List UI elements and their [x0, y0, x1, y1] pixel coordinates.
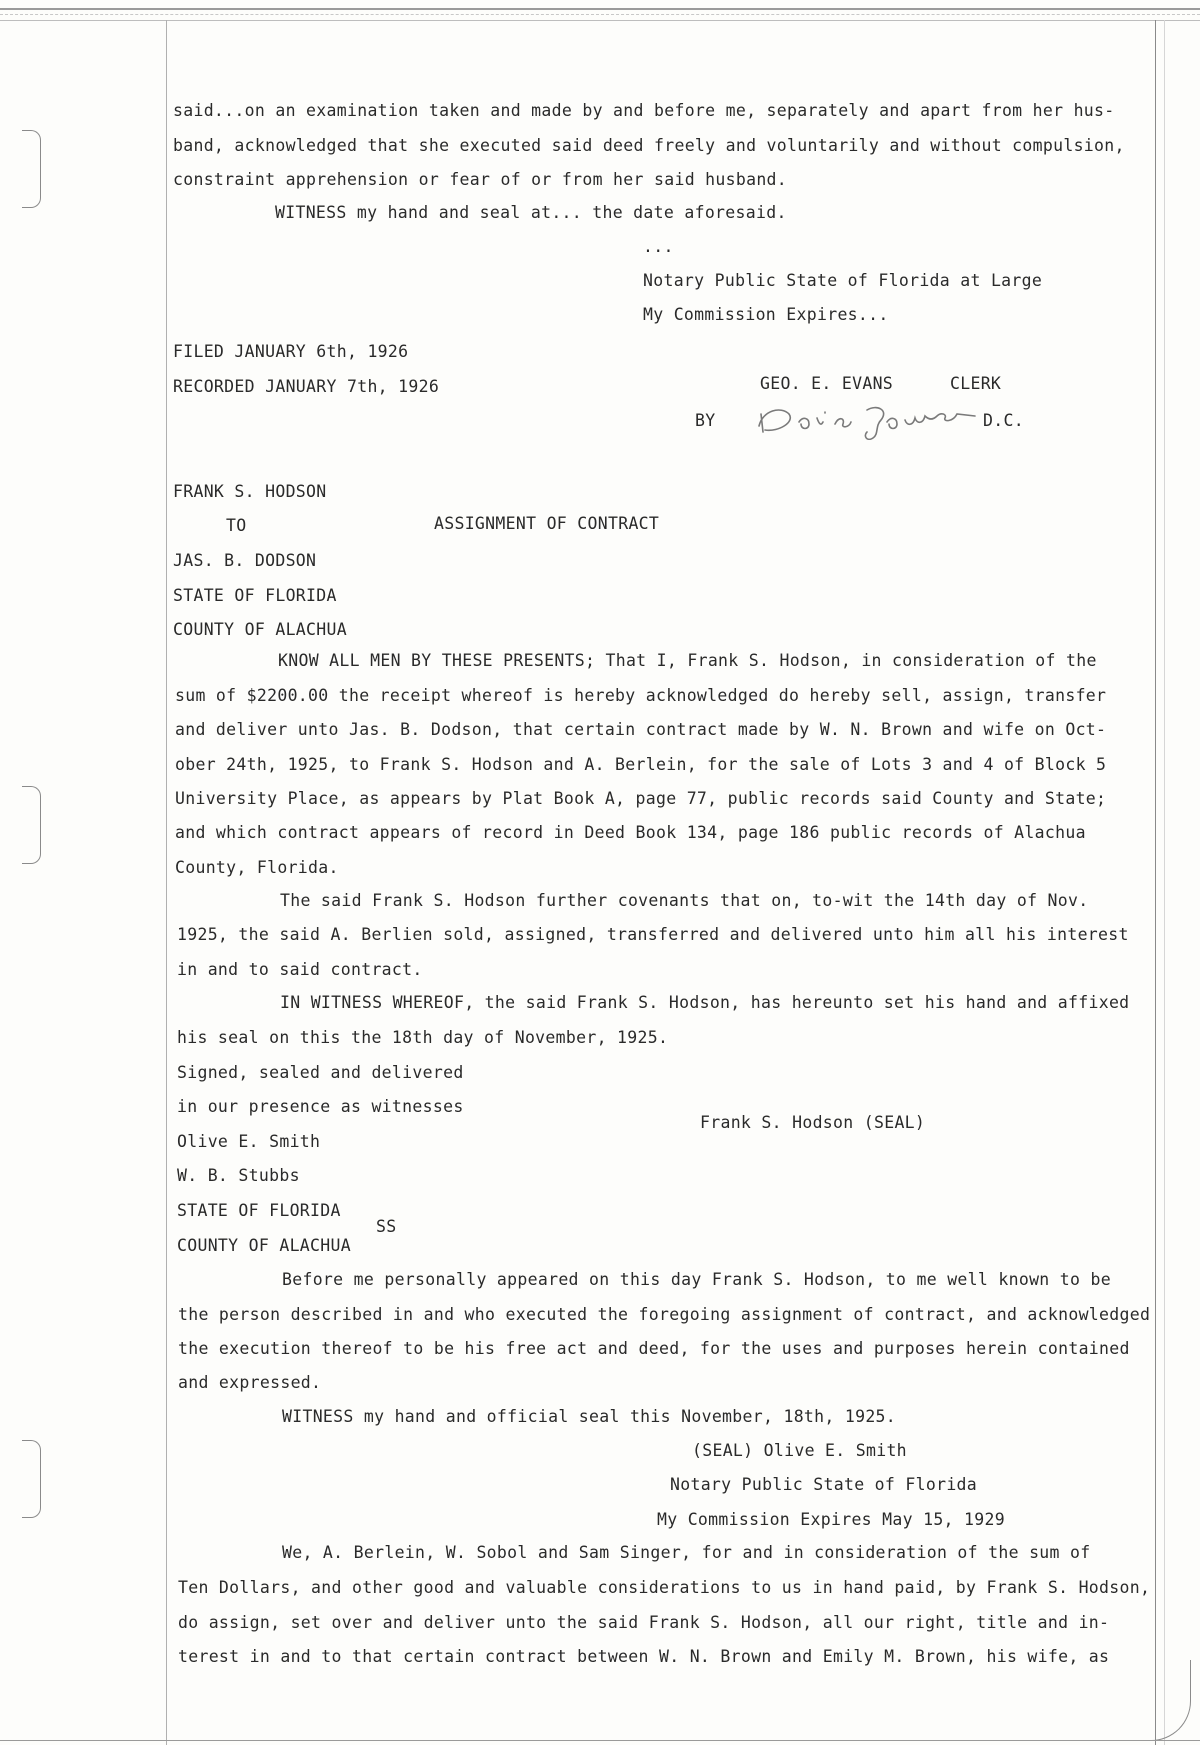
notary-seal-name: (SEAL) Olive E. Smith — [692, 1441, 907, 1460]
text-line: in our presence as witnesses — [177, 1097, 464, 1116]
recorded-date: RECORDED JANUARY 7th, 1926 — [173, 377, 440, 396]
witness-name: W. B. Stubbs — [177, 1166, 300, 1185]
text-line: University Place, as appears by Plat Book A, page 77, public records said County and State; — [175, 789, 1107, 808]
text-line: sum of $2200.00 the receipt whereof is hereby acknowledged do hereby sell, assign, transfer — [175, 686, 1107, 705]
page-border-top-dashed — [0, 14, 1200, 15]
text-line: Ten Dollars, and other good and valuable considerations to us in hand paid, by Frank S. Hodson, — [178, 1578, 1151, 1597]
text-line: and which contract appears of record in Deed Book 134, page 186 public records of Alachua — [175, 823, 1086, 842]
ss-mark: SS — [376, 1217, 397, 1236]
text-line: IN WITNESS WHEREOF, the said Frank S. Hodson, has hereunto set his hand and affixed — [280, 993, 1130, 1012]
text-line: the execution thereof to be his free act and deed, for the uses and purposes herein contained — [178, 1339, 1130, 1358]
grantor-name: FRANK S. HODSON — [173, 482, 327, 501]
text-line: ... — [643, 237, 674, 256]
text-line: Before me personally appeared on this day Frank S. Hodson, to me well known to be — [282, 1270, 1111, 1289]
text-line: terest in and to that certain contract between W. N. Brown and Emily M. Brown, his wife, as — [178, 1647, 1110, 1666]
text-line: WITNESS my hand and seal at... the date aforesaid. — [275, 203, 787, 222]
deputy-clerk-label: D.C. — [983, 411, 1024, 430]
left-margin-rule — [166, 20, 167, 1745]
text-line: Signed, sealed and delivered — [177, 1063, 464, 1082]
clerk-name: GEO. E. EVANS — [760, 374, 894, 393]
text-line: band, acknowledged that she executed said deed freely and voluntarily and without compulsion, — [173, 136, 1125, 155]
text-line: We, A. Berlein, W. Sobol and Sam Singer, for and in consideration of the sum of — [282, 1543, 1091, 1562]
filed-date: FILED JANUARY 6th, 1926 — [173, 342, 409, 361]
binder-hole-middle — [22, 786, 41, 864]
text-line: and deliver unto Jas. B. Dodson, that certain contract made by W. N. Brown and wife on Oct- — [175, 720, 1107, 739]
grantor-signature-line: Frank S. Hodson (SEAL) — [700, 1113, 926, 1132]
clerk-title: CLERK — [950, 374, 1002, 393]
text-line: County, Florida. — [175, 858, 339, 877]
text-line: ober 24th, 1925, to Frank S. Hodson and A. Berlein, for the sale of Lots 3 and 4 of Block 5 — [175, 755, 1107, 774]
notary-title: Notary Public State of Florida — [670, 1475, 978, 1494]
text-line: his seal on this the 18th day of November, 1925. — [177, 1028, 669, 1047]
venue-county: COUNTY OF ALACHUA — [177, 1236, 351, 1255]
text-line: the person described in and who executed the foregoing assignment of contract, and acknowledged — [178, 1305, 1151, 1324]
text-line: said...on an examination taken and made by and before me, separately and apart from her hus- — [173, 101, 1115, 120]
text-line: WITNESS my hand and official seal this November, 18th, 1925. — [282, 1407, 897, 1426]
grantee-name: JAS. B. DODSON — [173, 551, 317, 570]
right-margin-rule — [1155, 20, 1156, 1745]
notary-title: Notary Public State of Florida at Large — [643, 271, 1043, 290]
document-title: ASSIGNMENT OF CONTRACT — [434, 514, 660, 533]
commission-expires: My Commission Expires... — [643, 305, 889, 324]
deputy-clerk-signature — [755, 400, 980, 440]
by-label: BY — [695, 411, 716, 430]
text-line: KNOW ALL MEN BY THESE PRESENTS; That I, Frank S. Hodson, in consideration of the — [278, 651, 1097, 670]
text-line: constraint apprehension or fear of or from her said husband. — [173, 170, 788, 189]
text-line: do assign, set over and deliver unto the said Frank S. Hodson, all our right, title and in- — [178, 1613, 1110, 1632]
commission-expires: My Commission Expires May 15, 1929 — [657, 1510, 1005, 1529]
binder-hole-top — [22, 130, 41, 208]
page-right-edge — [1164, 20, 1195, 1745]
to-label: TO — [226, 516, 247, 535]
text-line: and expressed. — [178, 1373, 322, 1392]
page-bottom-rule — [0, 1740, 1200, 1741]
venue-state: STATE OF FLORIDA — [173, 586, 337, 605]
text-line: The said Frank S. Hodson further covenants that on, to-wit the 14th day of Nov. — [280, 891, 1089, 910]
venue-state: STATE OF FLORIDA — [177, 1201, 341, 1220]
binder-hole-bottom — [22, 1440, 41, 1518]
text-line: in and to said contract. — [177, 960, 423, 979]
text-line: 1925, the said A. Berlien sold, assigned, transferred and delivered unto him all his interest — [177, 925, 1129, 944]
witness-name: Olive E. Smith — [177, 1132, 321, 1151]
venue-county: COUNTY OF ALACHUA — [173, 620, 347, 639]
